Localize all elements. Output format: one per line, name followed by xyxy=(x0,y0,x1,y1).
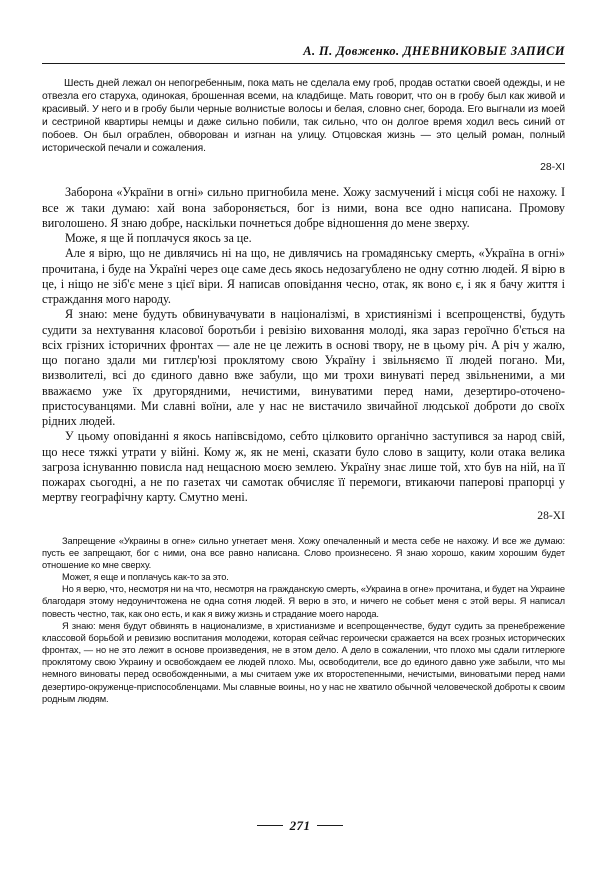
paragraph: У цьому оповіданні я якось напівсвідомо, себто цілковито органічно заступився за народ свій, що несе тяжкі утрати у війні. Кому ж, як не мені, сказати було слово в защиту, коли отака велика загроза існуванню повисла над нещасною моєю землею. Україну знає лише той, хто був на ній, на її пожарах сьогодні, а не по газетах чи самотак обчисляє її перемоги, втикаючи паперові прапорці у мертву географічну карту. Смутно мені. xyxy=(42,429,565,505)
paragraph: Я знаю: меня будут обвинять в национализме, в христианизме и всепрощенчестве, будут судить за пренебрежение классовой борьбой и ревизию воспитания молодежи, которая сейчас героически сражается на всех грозных исторических фронтах, — но не это лежит в основе произведения, не в этом дело. А дело в сожалении, что плохо мы сдали гитлерюге проклятому свою Украину и освобождаем ее людей плохо. Мы, освободители, все до единого давно уже забыли, что мы немного виноваты перед освобожденными, а мы считаем уже их второстепенными, нечистыми, виноватыми перед нами дезертиро-окруженце-приспособленцами. Мы славные воины, но у нас не хватило обычной человеческой доброты к своим родным людям. xyxy=(42,620,565,704)
running-head-rule xyxy=(42,63,565,64)
paragraph: Может, я еще и поплачусь как-то за это. xyxy=(62,572,229,583)
spacer xyxy=(42,155,565,162)
folio xyxy=(0,818,600,834)
folio-dash-right xyxy=(317,825,343,826)
text-column xyxy=(42,78,565,705)
paragraph: Но я верю, что, несмотря ни на что, несмотря на гражданскую смерть, «Украина в огне» прочитана, и будет на Украине благодаря этому недоуничтожена не одна сотня людей. Я верю в это, и ничего не собьет меня с этой веры. Я написал повесть честно, так, как оно есть, и как я вижу жизнь и страдание моего народа. xyxy=(42,584,565,619)
page-number: 271 xyxy=(289,818,311,833)
russian-intro-block xyxy=(42,78,565,155)
running-head-text: А. П. Довженко. ДНЕВНИКОВЫЕ ЗАПИСИ xyxy=(303,44,565,58)
ukrainian-block xyxy=(42,185,565,505)
running-head xyxy=(42,44,565,64)
date-line-second: 28-XI xyxy=(537,508,565,522)
russian-translation-block xyxy=(42,535,565,705)
paragraph: Запрещение «Украины в огне» сильно угнетает меня. Хожу опечаленный и места себе не нахожу. И все же думаю: пусть ее запрещают, бог с ними, она все равно написана. Слово произнесено. Я знаю хорошо, каким хорошим будет отношение ко мне сверху. xyxy=(42,535,565,570)
date-line-first: 28-XI xyxy=(540,162,565,174)
folio-dash-left xyxy=(257,825,283,826)
paragraph: Шесть дней лежал он непогребенным, пока мать не сделала ему гроб, продав остатки своей одежды, и не отвезла его старуха, одинокая, брошенная всеми, на кладбище. Мать говорит, что он в гробу был как живой и красивый. У него и в гробу были черные волнистые волосы и белая, словно снег, борода. Его выгнали из моей и сестриной квартиры немцы и даже сильно побили, так сильно, что он долгое время ходил весь синий от побоев. Он был ограблен, обворован и изгнан на улицу. Отцовская жизнь — это целый роман, полный исторической печали и сожаления. xyxy=(42,78,565,154)
paragraph: Я знаю: мене будуть обвинувачувати в націоналізмі, в християнізмі і всепрощенстві, будуть судити за нехтування класової боротьби і ревізію виховання молоді, яка зараз героїчно б'ється на всіх грізних історичних фронтах — але не це лежить в основі твору, не в цьому річ. А річ у жалю, що погано здали ми гитлєр'юзі проклятому свою Україну і звільняємо її людей погано. Ми, визволителі, всі до єдиного давно вже забули, що ми трохи винуваті перед звільненими, а ми вважаємо уже їх другорядними, нечистими, винуватими перед нами, дезертиро-оточено-пристосуванцями. Ми славні воїни, але у нас не вистачило звичайної людської доброти до своїх рідних людей. xyxy=(42,307,565,429)
paragraph: Але я вірю, що не дивлячись ні на що, не дивлячись на громадянську смерть, «Україна в огні» прочитана, і буде на Україні через оце саме десь якось недозагублено не одну сотню людей. Я вірю в це, і ніщо не зіб'є мене з цієї віри. Я написав оповідання чесно, отак, як воно є, і як я бачу життя і страждання мого народу. xyxy=(42,246,565,307)
paragraph: Може, я ще й поплачуся якось за це. xyxy=(65,231,252,246)
paragraph: Заборона «України в огні» сильно пригнобила мене. Хожу засмучений і місця собі не нахожу. І все ж таки думаю: хай вона забороняється, бог із ними, вона все одно написана. Промову виголошено. Я знаю добре, наскільки почнеться добре відношення до мене зверху. xyxy=(42,185,565,230)
